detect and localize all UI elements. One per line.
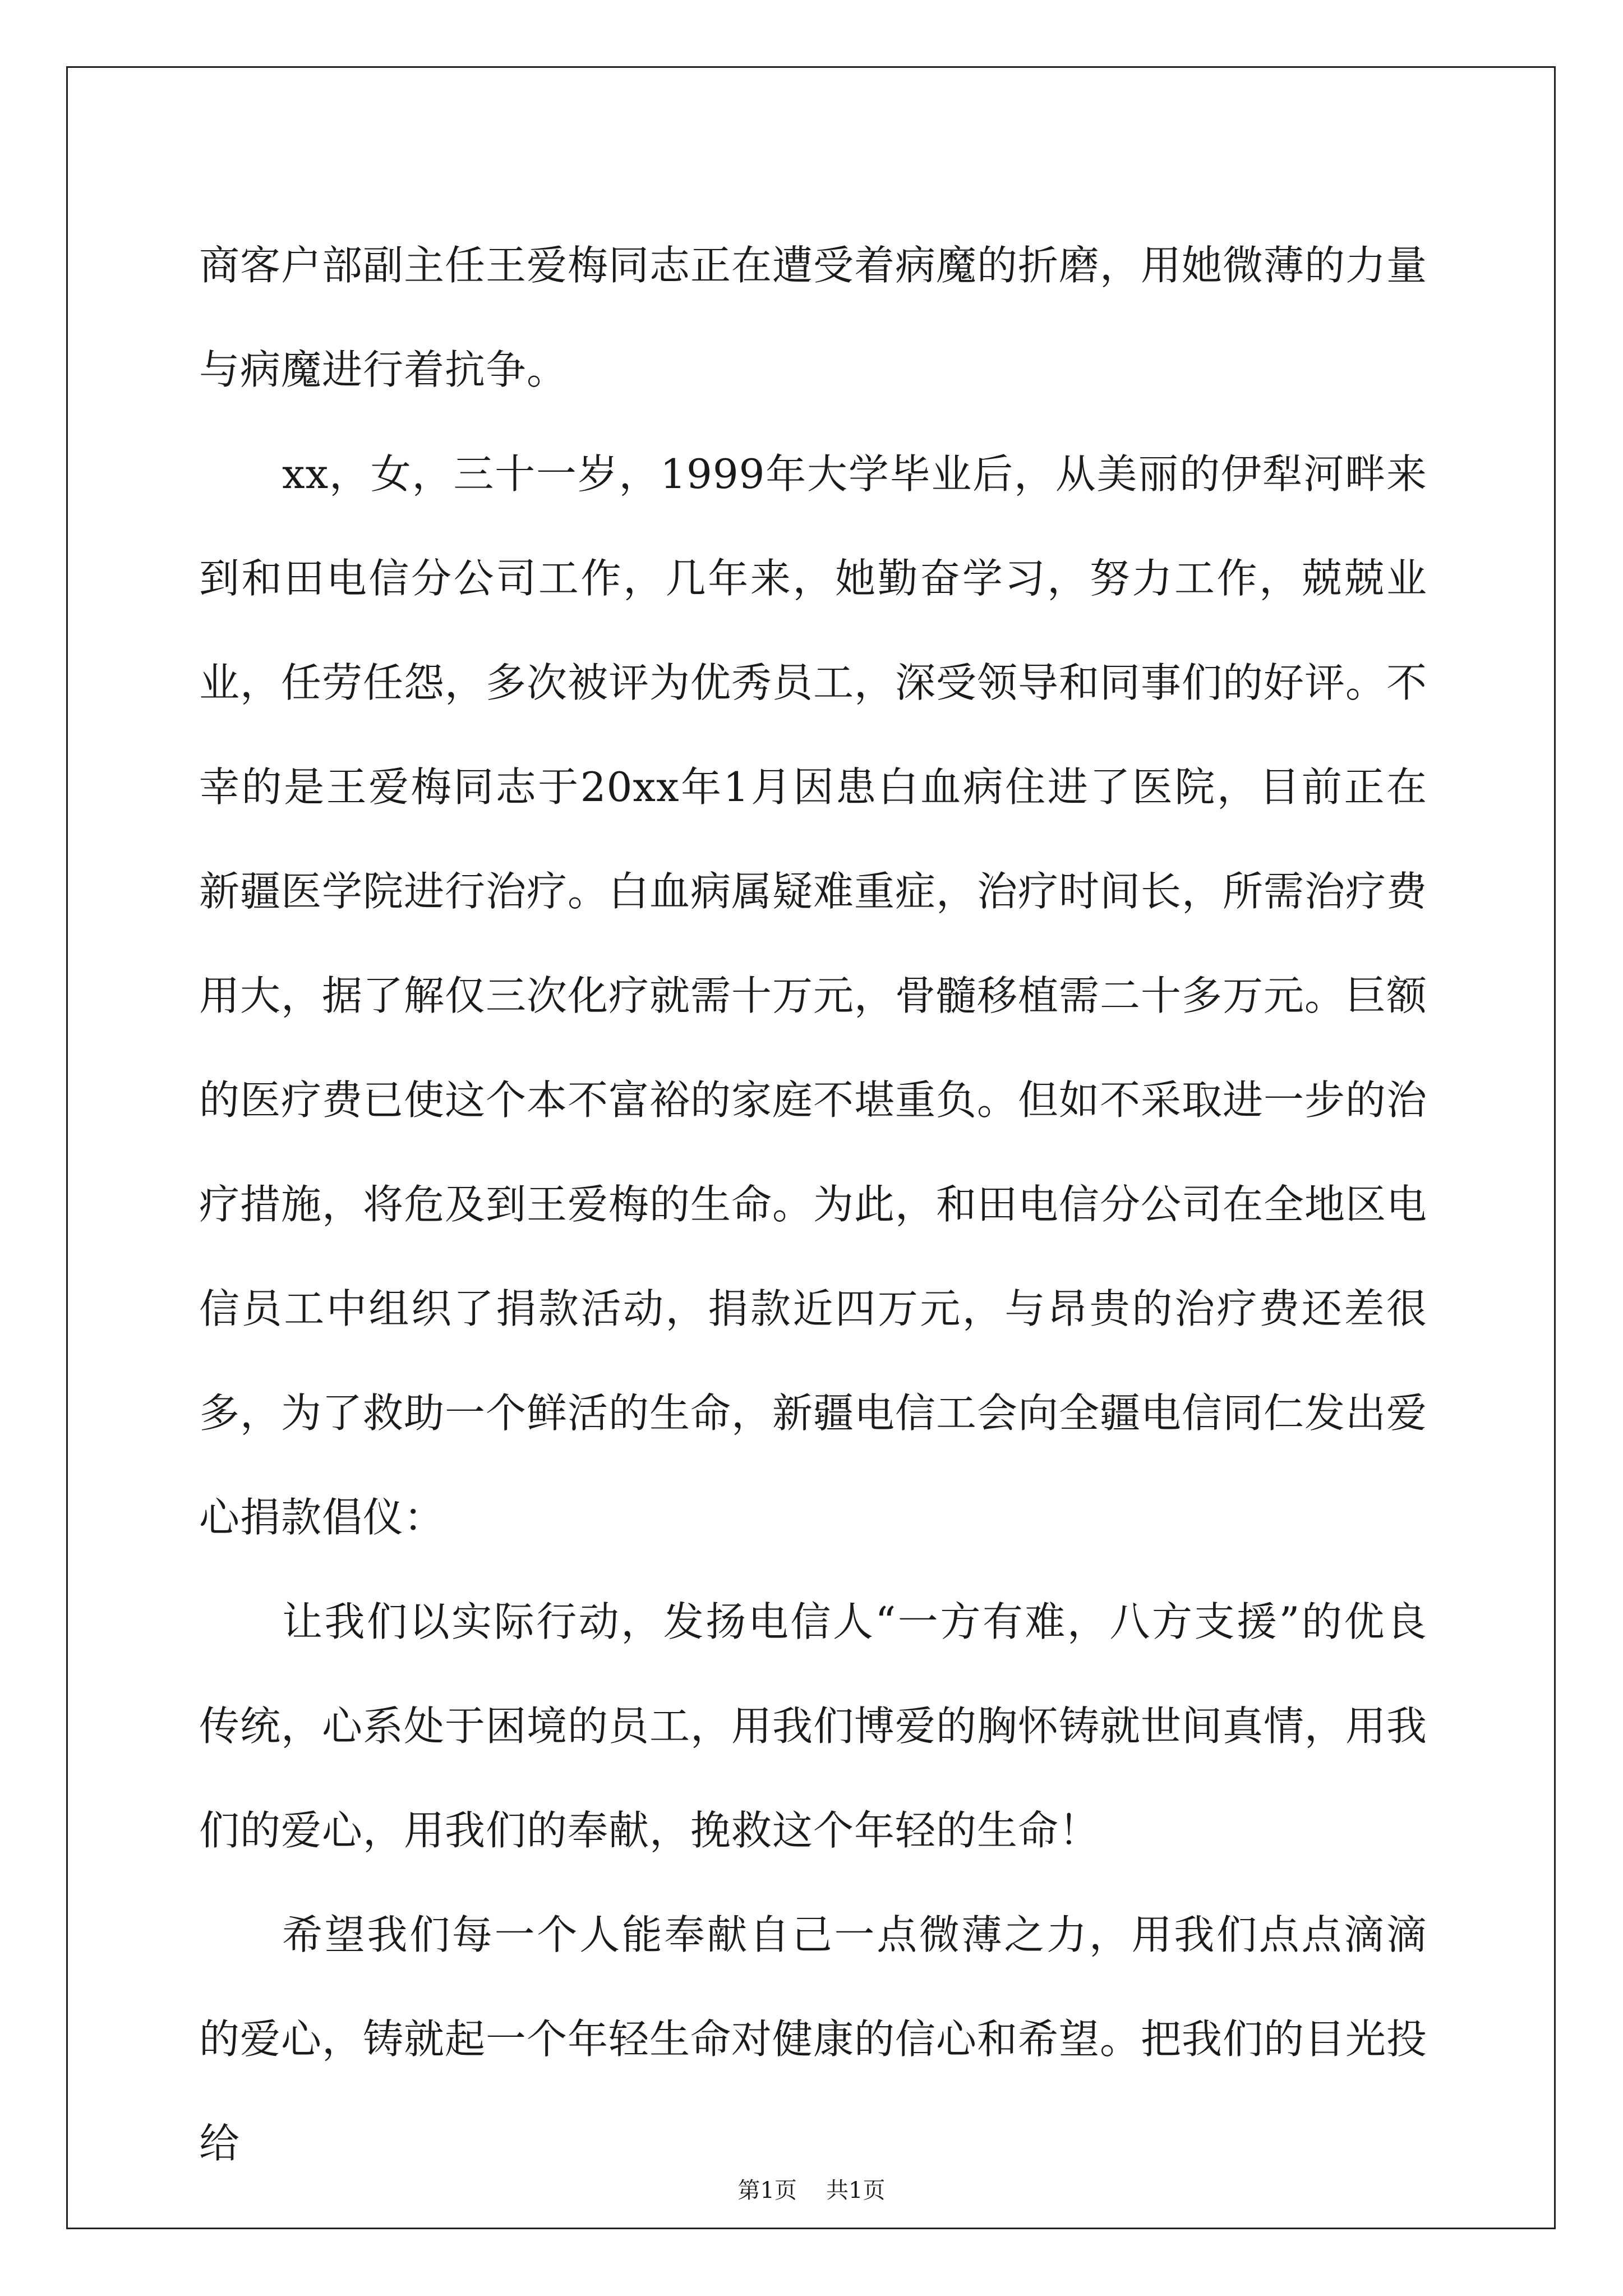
paragraph-2: xx，女，三十一岁，1999年大学毕业后，从美丽的伊犁河畔来到和田电信分公司工作，几年来，她勤奋学习，努力工作，兢兢业业，任劳任怨，多次被评为优秀员工，深受领导和同事们的好评。不幸的是王爱梅同志于20xx年1月因患白血病住进了医院，目前正在新疆医学院进行治疗。白血病属疑难重症，治疗时间长，所需治疗费用大，据了解仅三次化疗就需十万元，骨髓移植需二十多万元。巨额的医疗费已使这个本不富裕的家庭不堪重负。但如不采取进一步的治疗措施，将危及到王爱梅的生命。为此，和田电信分公司在全地区电信员工中组织了捐款活动，捐款近四万元，与昂贵的治疗费还差很多，为了救助一个鲜活的生命，新疆电信工会向全疆电信同仁发出爱心捐款倡仪：	[199, 450, 1428, 1541]
page-number: 第1页	[737, 2178, 797, 2203]
document-body	[199, 213, 1427, 2196]
paragraph-1: 商客户部副主任王爱梅同志正在遭受着病魔的折磨，用她微薄的力量与病魔进行着抗争。	[199, 242, 1428, 393]
paragraph-4: 希望我们每一个人能奉献自己一点微薄之力，用我们点点滴滴的爱心，铸就起一个年轻生命对健康的信心和希望。把我们的目光投给	[199, 1911, 1428, 2167]
page-footer	[0, 2177, 1623, 2205]
paragraph-3: 让我们以实际行动，发扬电信人“一方有难，八方支援”的优良传统，心系处于困境的员工，用我们博爱的胸怀铸就世间真情，用我们的爱心，用我们的奉献，挽救这个年轻的生命！	[199, 1598, 1428, 1854]
page-total: 共1页	[826, 2178, 886, 2203]
